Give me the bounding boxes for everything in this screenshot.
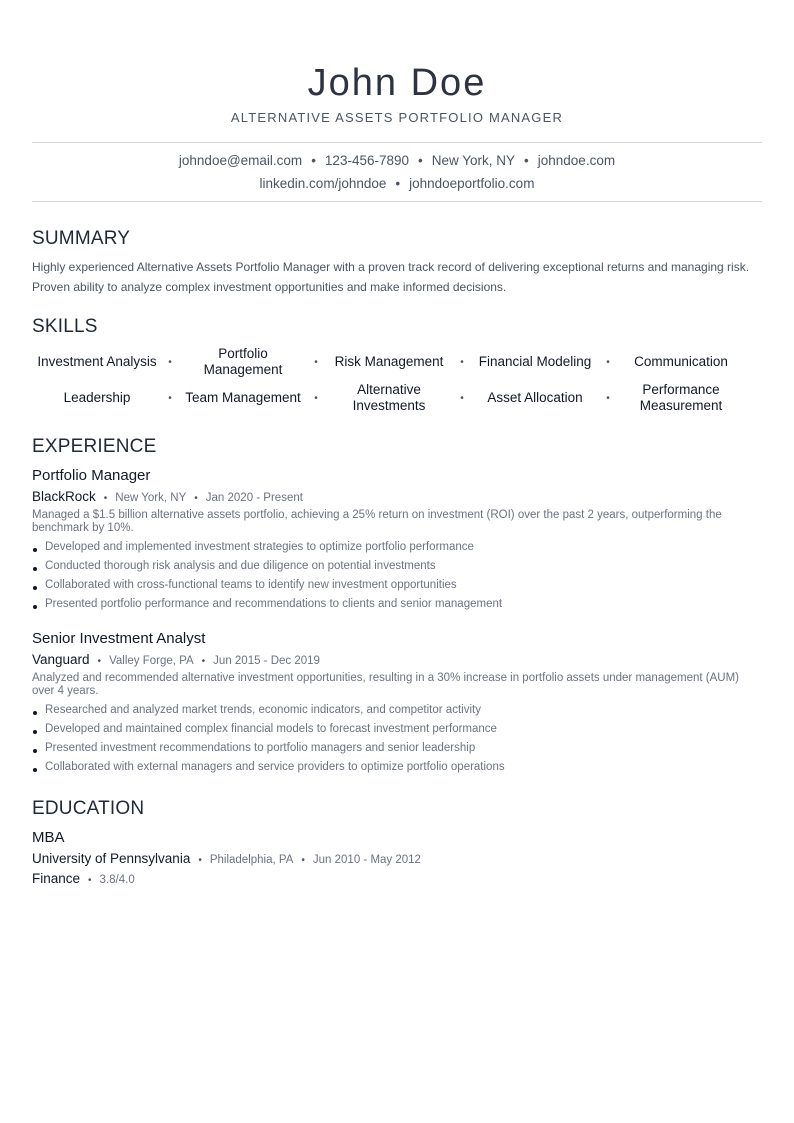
job-company: Vanguard (32, 652, 90, 667)
skill-separator: • (168, 392, 172, 404)
contact-location: New York, NY (431, 153, 516, 168)
candidate-name: John Doe (307, 62, 487, 104)
skill-separator: • (314, 356, 318, 368)
skill-item: Investment Analysis (37, 354, 157, 369)
job-bullets (32, 701, 762, 777)
skill-separator: • (314, 392, 318, 404)
contact-line-1: johndoe@email.com • 123-456-7890 • New York, NY • johndoe.com (178, 153, 616, 168)
header-divider-bottom (32, 201, 762, 202)
contact-phone[interactable]: 123-456-7890 (324, 153, 409, 168)
job-bullet: Developed and maintained complex financial models to forecast investment performance (32, 720, 762, 739)
job-bullet: Developed and implemented investment strategies to optimize portfolio performance (32, 538, 762, 557)
job-bullet: Conducted thorough risk analysis and due diligence on potential investments (32, 557, 762, 576)
education-gpa: 3.8/4.0 (99, 874, 135, 886)
contact-line-2: linkedin.com/johndoe • johndoeportfolio.com (259, 176, 535, 191)
education-field: Finance (32, 871, 81, 886)
skill-item: Alternative Investments (352, 382, 426, 413)
candidate-title: ALTERNATIVE ASSETS PORTFOLIO MANAGER (230, 110, 564, 125)
skill-item: Team Management (185, 390, 301, 405)
experience-heading: EXPERIENCE (32, 436, 157, 457)
job-bullets (32, 538, 762, 614)
summary-text: Highly experienced Alternative Assets Portfolio Manager with a proven track record of delivering exceptional returns and managing risk. Proven ability to analyze complex investment opportunities and make informed decisions. (32, 260, 750, 294)
skill-separator: • (606, 356, 610, 368)
contact-portfolio[interactable]: johndoeportfolio.com (409, 176, 535, 191)
contact-linkedin[interactable]: linkedin.com/johndoe (259, 176, 387, 191)
skill-item: Communication (634, 354, 728, 369)
skill-separator: • (168, 356, 172, 368)
skill-item: Asset Allocation (487, 390, 583, 405)
job-bullet: Presented portfolio performance and recommendations to clients and senior management (32, 595, 762, 614)
skill-item: Financial Modeling (478, 354, 592, 369)
skills-grid (32, 344, 762, 416)
job-title: Senior Investment Analyst (32, 630, 206, 647)
job-dates: Jun 2015 - Dec 2019 (213, 655, 320, 667)
job-bullet: Collaborated with cross-functional teams to identify new investment opportunities (32, 576, 762, 595)
job-bullet: Researched and analyzed market trends, economic indicators, and competitor activity (32, 701, 762, 720)
contact-website[interactable]: johndoe.com (537, 153, 616, 168)
education-location: Philadelphia, PA (209, 854, 294, 866)
job-title: Portfolio Manager (32, 467, 151, 484)
skill-item: Portfolio Management (203, 346, 283, 377)
skills-row (32, 344, 762, 380)
job-meta: Vanguard • Valley Forge, PA • Jun 2015 - Dec 2019 (32, 652, 320, 667)
skills-heading: SKILLS (32, 316, 98, 337)
job-dates: Jan 2020 - Present (205, 492, 303, 504)
job-description: Managed a $1.5 billion alternative assets portfolio, achieving a 25% return on investment (ROI) over the past 2 years, outperforming the benchmark by 10%. (32, 509, 722, 534)
skill-item: Risk Management (334, 354, 444, 369)
job-company: BlackRock (32, 489, 96, 504)
skill-item: Performance Measurement (639, 382, 723, 413)
education-school: University of Pennsylvania (32, 851, 191, 866)
header-divider-top (32, 142, 762, 143)
skill-separator: • (460, 392, 464, 404)
job-location: Valley Forge, PA (109, 655, 194, 667)
job-meta: BlackRock • New York, NY • Jan 2020 - Present (32, 489, 303, 504)
skill-separator: • (460, 356, 464, 368)
job-bullet: Collaborated with external managers and service providers to optimize portfolio operations (32, 758, 762, 777)
skill-separator: • (606, 392, 610, 404)
education-field-meta: Finance • 3.8/4.0 (32, 871, 135, 886)
education-meta: University of Pennsylvania • Philadelphia, PA • Jun 2010 - May 2012 (32, 851, 421, 866)
skill-item: Leadership (63, 390, 131, 405)
summary-heading: SUMMARY (32, 228, 131, 249)
contact-email[interactable]: johndoe@email.com (178, 153, 303, 168)
job-bullet: Presented investment recommendations to portfolio managers and senior leadership (32, 739, 762, 758)
education-heading: EDUCATION (32, 798, 145, 819)
education-degree: MBA (32, 829, 65, 846)
job-location: New York, NY (115, 492, 187, 504)
education-dates: Jun 2010 - May 2012 (312, 854, 421, 866)
job-description: Analyzed and recommended alternative investment opportunities, resulting in a 30% increase in portfolio assets under management (AUM) over 4 years. (32, 672, 739, 697)
skills-row (32, 380, 762, 416)
